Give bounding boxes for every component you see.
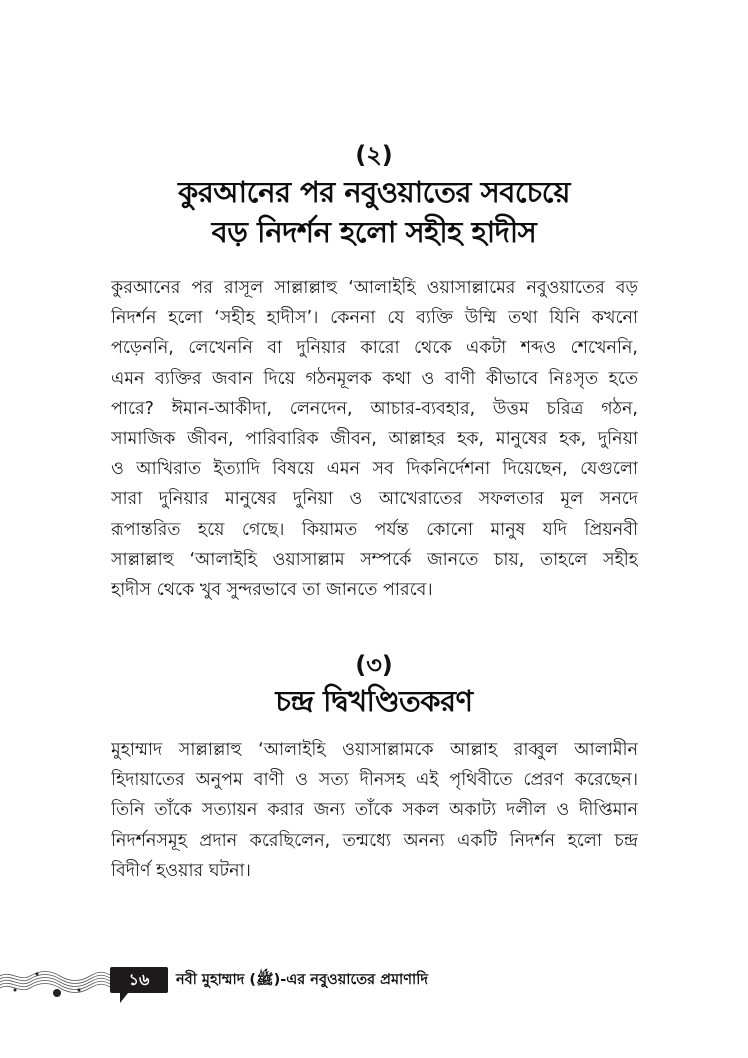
section-heading-line: চন্দ্র দ্বিখণ্ডিতকরণ bbox=[275, 684, 473, 718]
paragraph bbox=[111, 735, 638, 886]
paragraph-line: হাদীস থেকে খুব সুন্দরভাবে তা জানতে পারবে। bbox=[111, 579, 433, 600]
paragraph-line: হিদায়াতের অনুপম বাণী ও সত্য দীনসহ এই পৃথিবীতে প্রেরণ করেছেন। bbox=[111, 770, 638, 791]
paragraph-line: পারে? ঈমান-আকীদা, লেনদেন, আচার-ব্যবহার, উত্তম চরিত্র গঠন, bbox=[111, 398, 638, 419]
paragraph-line: তিনি তাঁকে সত্যায়ন করার জন্য তাঁকে সকল অকাট্য দলীল ও দীপ্তিমান bbox=[111, 800, 638, 821]
paragraph-line: রূপান্তরিত হয়ে গেছে। কিয়ামত পর্যন্ত কোনো মানুষ যদি প্রিয়নবী bbox=[111, 519, 638, 540]
paragraph-line: নিদর্শনসমূহ প্রদান করেছিলেন, তন্মধ্যে অনন্য একটি নিদর্শন হলো চন্দ্র bbox=[111, 830, 638, 851]
section-heading-line: কুরআনের পর নবুওয়াতের সবচেয়ে bbox=[178, 175, 570, 209]
wave-ornament-icon bbox=[0, 964, 112, 1004]
paragraph-line: সামাজিক জীবন, পারিবারিক জীবন, আল্লাহর হক, মানুষের হক, দুনিয়া bbox=[111, 428, 638, 449]
page-footer bbox=[0, 958, 748, 1018]
paragraph-line: নিদর্শন হলো ‘সহীহ হাদীস’। কেননা যে ব্যক্তি উম্মি তথা যিনি কখনো bbox=[111, 308, 638, 329]
section-heading-line: বড় নিদর্শন হলো সহীহ হাদীস bbox=[211, 215, 537, 249]
paragraph-line: বিদীর্ণ হওয়ার ঘটনা। bbox=[111, 860, 251, 881]
paragraph-line: ও আখিরাত ইত্যাদি বিষয়ে এমন সব দিকনির্দেশনা দিয়েছেন, যেগুলো bbox=[111, 459, 638, 480]
paragraph-line: পড়েননি, লেখেননি বা দুনিয়ার কারো থেকে একটা শব্দও শেখেননি, bbox=[111, 338, 638, 359]
running-title: নবী মুহাম্মাদ (ﷺ)-এর নবুওয়াতের প্রমাণাদি bbox=[176, 972, 428, 988]
paragraph-line: মুহাম্মাদ সাল্লাল্লাহু ‘আলাইহি ওয়াসাল্লামকে আল্লাহ রাব্বুল আলামীন bbox=[111, 740, 638, 760]
page-number: ১৬ bbox=[110, 967, 168, 993]
paragraph-line: কুরআনের পর রাসূল সাল্লাল্লাহু ‘আলাইহি ওয়াসাল্লামের নবুওয়াতের বড় bbox=[111, 278, 638, 298]
paragraph-line: সাল্লাল্লাহু ‘আলাইহি ওয়াসাল্লাম সম্পর্কে জানতে চায়, তাহলে সহীহ bbox=[111, 549, 638, 570]
section-number: (৩) bbox=[355, 651, 393, 679]
paragraph-line: এমন ব্যক্তির জবান দিয়ে গঠনমূলক কথা ও বাণী কীভাবে নিঃসৃত হতে bbox=[111, 368, 638, 389]
paragraph-line: সারা দুনিয়ার মানুষের দুনিয়া ও আখেরাতের সফলতার মূল সনদে bbox=[111, 489, 638, 510]
paragraph bbox=[111, 273, 638, 605]
section-number: (২) bbox=[355, 141, 393, 169]
page-tag-tail bbox=[120, 993, 128, 1003]
